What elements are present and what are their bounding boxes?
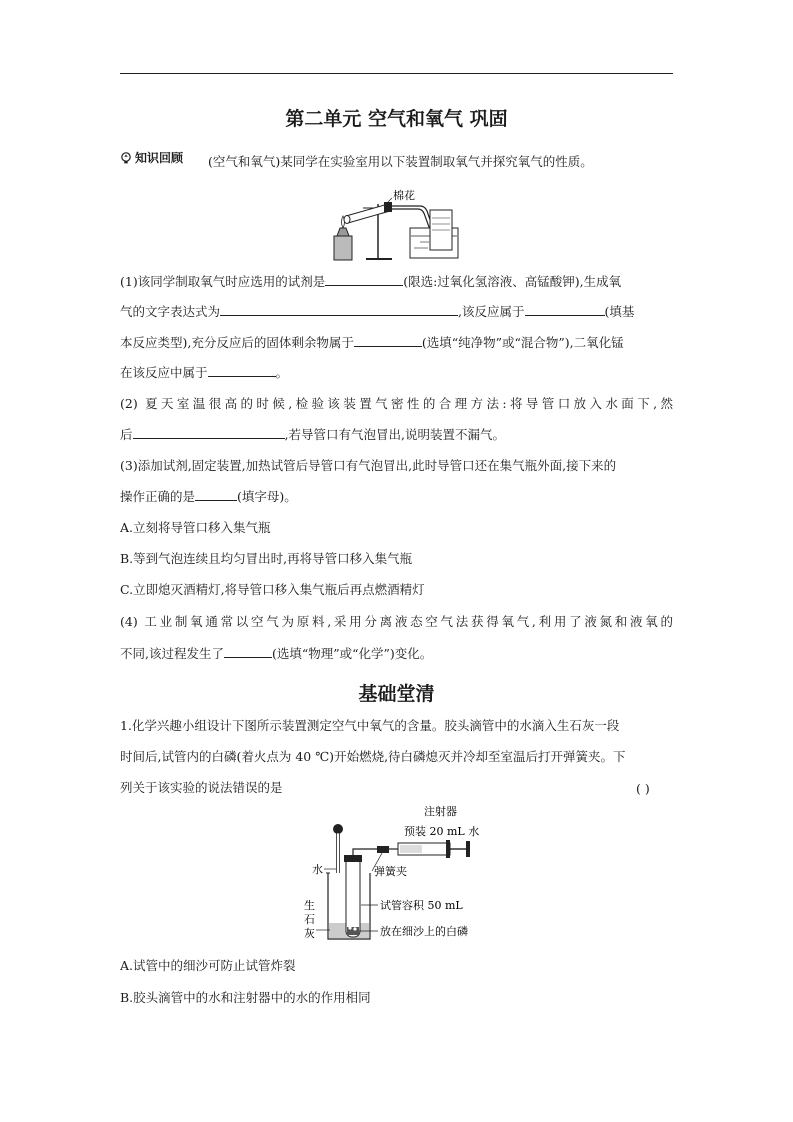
page-title: 第二单元 空气和氧气 巩固 — [285, 108, 508, 130]
review-intro: (空气和氧气)某同学在实验室用以下装置制取氧气并探究氧气的性质。 — [208, 154, 593, 169]
q3-option-c: C.立即熄灭酒精灯,将导管口移入集气瓶后再点燃酒精灯 — [120, 582, 425, 597]
q3-line-2: 操作正确的是 (填字母)。 — [120, 489, 297, 504]
tube-volume-label: 试管容积 50 mL — [380, 899, 463, 912]
q1-blank-reaction-type[interactable] — [525, 303, 605, 316]
answer-parentheses: ( ) — [636, 781, 650, 796]
water-label: 水 — [312, 863, 323, 876]
q1-blank-mno2[interactable] — [208, 364, 276, 377]
q3-option-a: A.立刻将导管口移入集气瓶 — [120, 520, 271, 535]
oxygen-apparatus-figure — [328, 186, 460, 266]
oxygen-content-figure — [300, 805, 500, 945]
b-q1-option-a: A.试管中的细沙可防止试管炸裂 — [120, 958, 296, 973]
header-rule — [120, 73, 673, 74]
q3-option-b: B.等到气泡连续且均匀冒出时,再将导管口移入集气瓶 — [120, 551, 413, 566]
lime-label-1: 生 — [304, 899, 315, 912]
q4-line-1: (4) 工业制氧通常以空气为原料,采用分离液态空气法获得氧气,利用了液氮和液氧的 — [120, 614, 673, 629]
section-title-basics: 基础堂清 — [358, 683, 435, 705]
q4-line-2: 不同,该过程发生了 (选填“物理”或“化学”)变化。 — [120, 646, 433, 661]
lime-label-2: 石 — [304, 913, 315, 926]
preload-label: 预装 20 mL 水 — [404, 825, 480, 838]
badge-label: 知识回顾 — [135, 151, 184, 165]
q1-blank-residue[interactable] — [354, 334, 422, 347]
q1-blank-expression[interactable] — [220, 303, 458, 316]
lightbulb-icon — [120, 152, 132, 164]
q4-blank-change[interactable] — [224, 645, 272, 658]
q1-line-1: (1)该同学制取氧气时应选用的试剂是 (限选:过氧化氢溶液、高锰酸钾),生成氧 — [120, 274, 622, 289]
b-q1-option-b: B.胶头滴管中的水和注射器中的水的作用相同 — [120, 990, 371, 1005]
knowledge-review-badge — [120, 149, 183, 166]
q3-line-1: (3)添加试剂,固定装置,加热试管后导管口有气泡冒出,此时导管口还在集气瓶外面,接下来的 — [120, 458, 617, 473]
clamp-label: 弹簧夹 — [374, 865, 407, 878]
q3-blank-answer[interactable] — [195, 488, 237, 501]
q1-line-4: 在该反应中属于 。 — [120, 365, 289, 380]
phosphorus-label: 放在细沙上的白磷 — [380, 925, 468, 938]
b-q1-line-2: 时间后,试管内的白磷(着火点为 40 ℃)开始燃烧,待白磷熄灭并冷却至室温后打开弹簧夹。下 — [120, 749, 626, 764]
b-q1-line-3: 列关于该实验的说法错误的是 — [120, 780, 283, 795]
q1-blank-reagent[interactable] — [325, 273, 403, 286]
lime-label-3: 灰 — [304, 927, 315, 940]
b-q1-line-1: 1.化学兴趣小组设计下图所示装置测定空气中氧气的含量。胶头滴管中的水滴入生石灰一段 — [120, 718, 620, 733]
q2-line-1: (2) 夏天室温很高的时候,检验该装置气密性的合理方法:将导管口放入水面下,然 — [120, 396, 673, 411]
q1-line-3: 本反应类型),充分反应后的固体剩余物属于 (选填“纯净物”或“混合物”),二氧化锰 — [120, 335, 624, 350]
syringe-label: 注射器 — [424, 805, 457, 818]
q2-line-2: 后 ,若导管口有气泡冒出,说明装置不漏气。 — [120, 427, 505, 442]
q1-line-2: 气的文字表达式为 ,该反应属于 (填基 — [120, 304, 635, 319]
cotton-label: 棉花 — [393, 189, 415, 202]
q2-blank-method[interactable] — [133, 426, 285, 439]
